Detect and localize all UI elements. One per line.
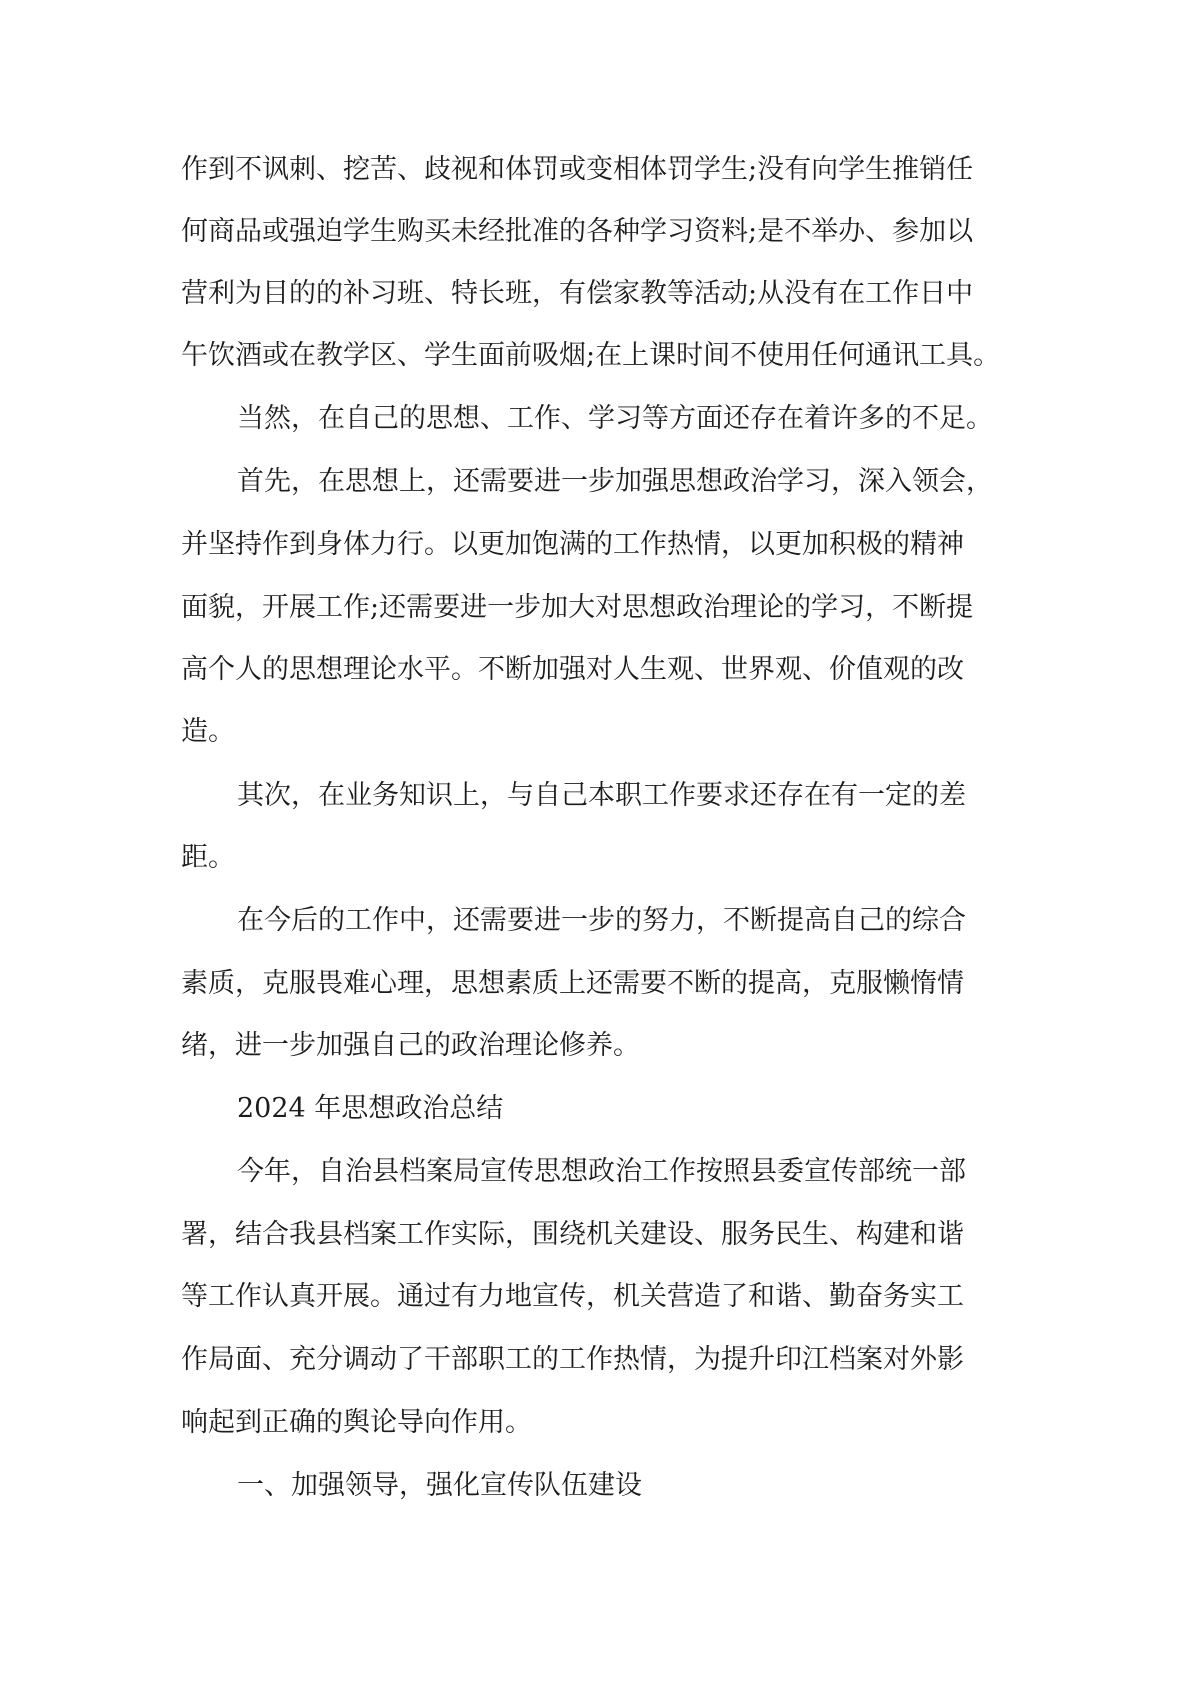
paragraph-start: 今年，自治县档案局宣传思想政治工作按照县委宣传部统一部 bbox=[237, 1156, 966, 1187]
text-line: 响起到正确的舆论导向作用。 bbox=[181, 1407, 532, 1438]
text-line: 等工作认真开展。通过有力地宣传，机关营造了和谐、勤奋务实工 bbox=[181, 1281, 964, 1312]
text-line: 绪，进一步加强自己的政治理论修养。 bbox=[181, 1030, 640, 1061]
text-line: 作局面、充分调动了干部职工的工作热情，为提升印江档案对外影 bbox=[181, 1344, 964, 1375]
text-line: 署，结合我县档案工作实际，围绕机关建设、服务民生、构建和谐 bbox=[181, 1219, 964, 1250]
text-line: 面貌，开展工作;还需要进一步加大对思想政治理论的学习，不断提 bbox=[181, 592, 974, 623]
text-line: 并坚持作到身体力行。以更加饱满的工作热情，以更加积极的精神 bbox=[181, 529, 964, 560]
text-line: 高个人的思想理论水平。不断加强对人生观、世界观、价值观的改 bbox=[181, 654, 964, 685]
paragraph-start: 首先，在思想上，还需要进一步加强思想政治学习，深入领会， bbox=[237, 466, 993, 497]
paragraph-start: 当然，在自己的思想、工作、学习等方面还存在着许多的不足。 bbox=[237, 403, 993, 434]
text-line: 距。 bbox=[181, 842, 235, 873]
text-line: 造。 bbox=[181, 716, 235, 747]
section-heading: 一、加强领导，强化宣传队伍建设 bbox=[237, 1470, 642, 1501]
text-line: 营利为目的的补习班、特长班，有偿家教等活动;从没有在工作日中 bbox=[181, 278, 974, 309]
paragraph-start: 其次，在业务知识上，与自己本职工作要求还存在有一定的差 bbox=[237, 780, 966, 811]
paragraph-start: 在今后的工作中，还需要进一步的努力，不断提高自己的综合 bbox=[237, 905, 966, 936]
text-line: 作到不讽刺、挖苦、歧视和体罚或变相体罚学生;没有向学生推销任 bbox=[181, 154, 974, 185]
section-title: 2024 年思想政治总结 bbox=[237, 1093, 504, 1124]
text-line: 何商品或强迫学生购买未经批准的各种学习资料;是不举办、参加以 bbox=[181, 216, 974, 247]
text-line: 午饮酒或在教学区、学生面前吸烟;在上课时间不使用任何通讯工具。 bbox=[181, 340, 1001, 371]
text-line: 素质，克服畏难心理，思想素质上还需要不断的提高，克服懒惰情 bbox=[181, 968, 964, 999]
